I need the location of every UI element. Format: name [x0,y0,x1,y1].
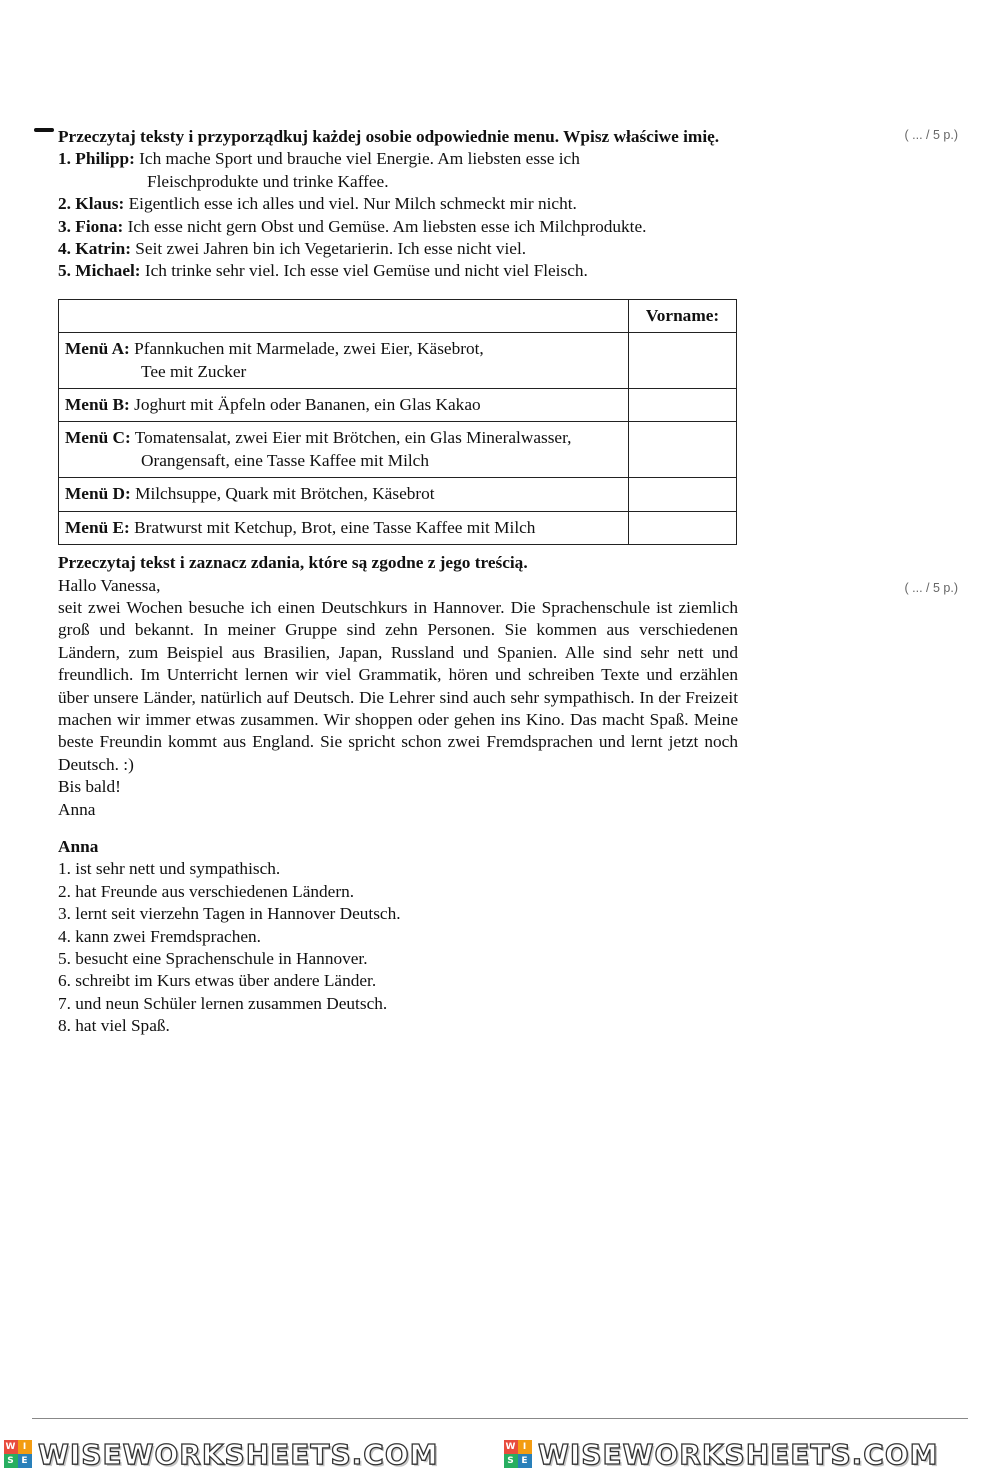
list-item[interactable]: 8. hat viel Spaß. [58,1016,170,1036]
worksheet [58,126,738,1038]
person-text: Ich trinke sehr viel. Ich esse viel Gemüse und nicht viel Fleisch. [144,261,588,281]
list-item[interactable]: 3. lernt seit vierzehn Tagen in Hannover Deutsch. [58,904,401,924]
menu-label: Menü E: [65,517,130,537]
person-label: 3. Fiona: [58,216,124,236]
drag-handle-bar [34,128,54,132]
person-1-cont: Fleischprodukte und trinke Kaffee. [147,171,389,191]
brand-text: WISEWORKSHEETS.COM [538,1437,939,1471]
menu-text: Joghurt mit Äpfeln oder Bananen, ein Glas Kakao [134,395,481,415]
person-3 [58,216,738,238]
table-row [59,478,737,511]
menu-text-cont: Orangensaft, eine Tasse Kaffee mit Milch [141,450,429,470]
brand-logo-icon [504,1440,532,1468]
footer-brand-1 [4,1436,439,1472]
logo-tile: W [505,1442,517,1452]
logo-tile: S [504,1454,518,1468]
menu-text: Bratwurst mit Ketchup, Brot, eine Tasse Kaffee mit Milch [134,517,536,537]
brand-text: WISEWORKSHEETS.COM [38,1437,439,1471]
logo-tile: I [518,1440,532,1454]
exercise2-score: ( ... / 5 p.) [904,581,958,595]
person-2 [58,193,738,215]
table-row [59,333,737,389]
list-item[interactable]: 2. hat Freunde aus verschiedenen Ländern. [58,881,355,901]
person-label: 4. Katrin: [58,239,131,259]
person-text: Ich mache Sport und brauche viel Energie. Am liebsten esse ich [139,149,580,169]
menu-label: Menü B: [65,395,130,415]
person-text: Ich esse nicht gern Obst und Gemüse. Am liebsten esse ich Milchprodukte. [127,216,647,236]
footer-divider [32,1418,968,1419]
person-label: 1. Philipp: [58,149,135,169]
exercise1-instruction: Przeczytaj teksty i przyporządkuj każdej osobie odpowiednie menu. Wpisz właściwe imię. [58,127,720,146]
answer-cell-b[interactable] [629,389,737,422]
menu-text-cont: Tee mit Zucker [141,361,247,381]
menu-b [59,389,629,422]
person-1 [58,148,738,170]
table-row [59,422,737,478]
person-5 [58,260,738,282]
exercise1-score: ( ... / 5 p.) [904,128,958,142]
person-label: 5. Michael: [58,261,141,281]
person-label: 2. Klaus: [58,194,125,214]
table-header-empty [59,299,629,332]
brand-logo-icon [4,1440,32,1468]
menu-label: Menü C: [65,428,131,448]
logo-tile: S [4,1454,18,1468]
statements-title: Anna [58,836,99,856]
list-item[interactable]: 1. ist sehr nett und sympathisch. [58,859,281,879]
letter-body: seit zwei Wochen besuche ich einen Deutschkurs in Hannover. Die Sprachenschule ist ziemlich groß und bekannt. In meiner Gruppe sind zehn Personen. Sie kommen aus verschiedenen Ländern, zum Beispiel aus Brasilien, Japan, Russland und Spanien. Alle sind sehr nett und freundlich. Im Unterricht lernen wir viel Grammatik, hören und schreiben Texte und erzählen über unsere Länder, natürlich auf Deutsch. Die Lehrer sind auch sehr sympathisch. In der Freizeit machen wir immer etwas zusammen. Wir shoppen oder gehen ins Kino. Das macht Spaß. Meine beste Freundin kommt aus England. Sie spricht schon zwei Fremdsprachen und lernt jetzt noch Deutsch. :) [58,597,738,774]
letter-closing: Bis bald! [58,777,121,797]
footer-brand-2 [504,1436,939,1472]
statements-list [58,858,738,1037]
menu-a [59,333,629,389]
table-header-vorname: Vorname: [629,299,737,332]
answer-cell-a[interactable] [629,333,737,389]
logo-tile: I [18,1440,32,1454]
logo-tile: E [518,1454,532,1468]
menu-text: Tomatensalat, zwei Eier mit Brötchen, ein Glas Mineralwasser, [134,428,572,448]
answer-cell-d[interactable] [629,478,737,511]
letter-greeting: Hallo Vanessa, [58,575,161,595]
letter-signature: Anna [58,799,96,819]
menu-d [59,478,629,511]
person-4 [58,238,738,260]
menu-text: Milchsuppe, Quark mit Brötchen, Käsebrot [135,484,435,504]
logo-tile: W [5,1442,17,1452]
list-item[interactable]: 7. und neun Schüler lernen zusammen Deutsch. [58,993,388,1013]
logo-tile: E [18,1454,32,1468]
table-header-row [59,299,737,332]
menu-label: Menü D: [65,484,131,504]
menu-text: Pfannkuchen mit Marmelade, zwei Eier, Käsebrot, [134,339,484,359]
answer-cell-e[interactable] [629,511,737,544]
exercise2-instruction: Przeczytaj tekst i zaznacz zdania, które są zgodne z jego treścią. [58,553,528,573]
person-text: Seit zwei Jahren bin ich Vegetarierin. Ich esse nicht viel. [135,239,527,259]
list-item[interactable]: 4. kann zwei Fremdsprachen. [58,926,261,946]
person-text: Eigentlich esse ich alles und viel. Nur Milch schmeckt mir nicht. [128,194,577,214]
menu-table [58,299,737,545]
people-list [58,148,738,282]
list-item[interactable]: 5. besucht eine Sprachenschule in Hannover. [58,949,368,968]
table-row [59,511,737,544]
menu-e [59,511,629,544]
answer-cell-c[interactable] [629,422,737,478]
menu-label: Menü A: [65,339,130,359]
table-row [59,389,737,422]
menu-c [59,422,629,478]
list-item[interactable]: 6. schreibt im Kurs etwas über andere Länder. [58,971,377,991]
